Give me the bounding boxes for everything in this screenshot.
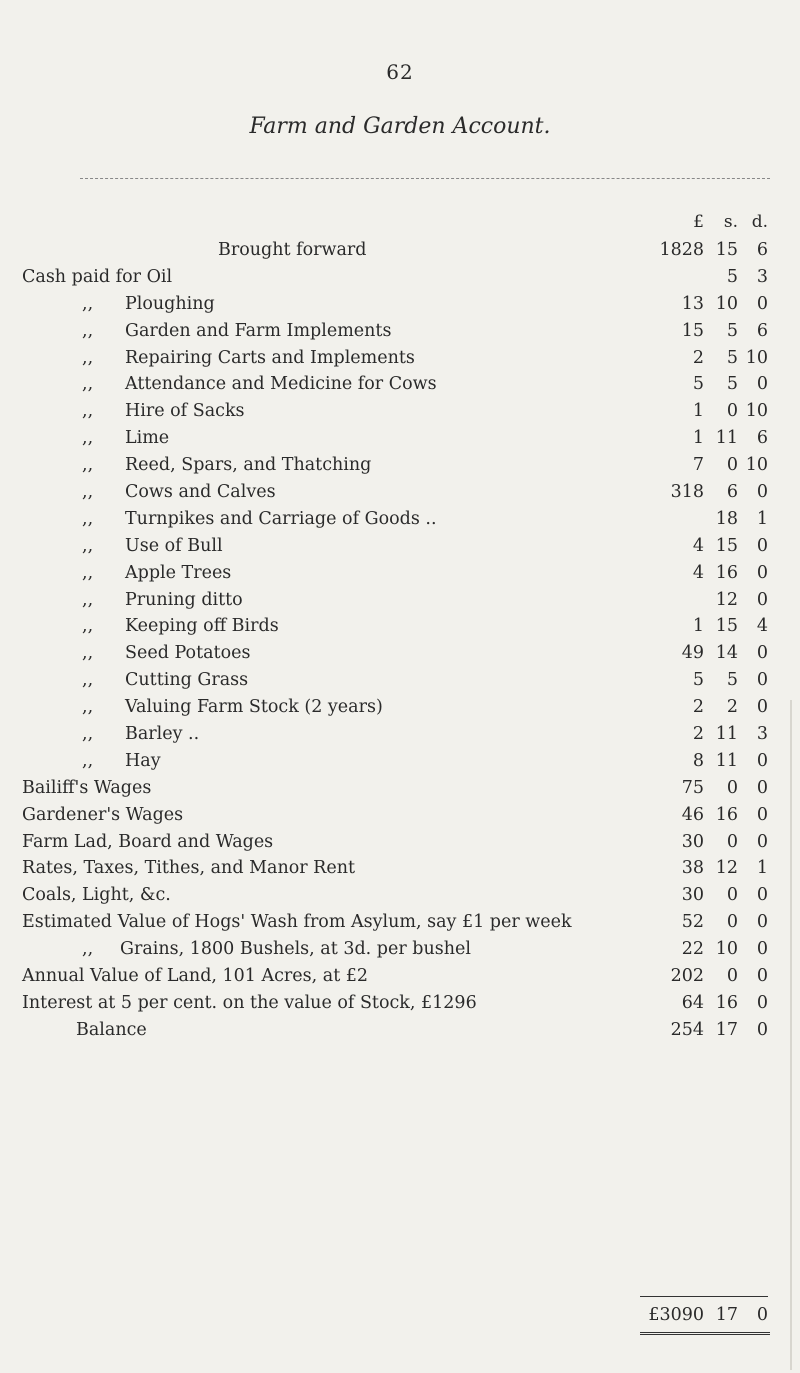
row-pence: 0: [756, 293, 768, 314]
row-pounds: 1: [692, 428, 704, 449]
row-pence: 0: [756, 750, 768, 771]
row-pence: 0: [756, 670, 768, 691]
row-shillings: 0: [726, 885, 738, 906]
ditto-mark: ,,: [82, 293, 94, 314]
row-pounds: 38: [681, 858, 704, 879]
row-pence: 0: [756, 939, 768, 960]
ledger-row: [0, 267, 800, 294]
shillings-column-header: s.: [723, 212, 738, 232]
row-pence: 6: [756, 240, 768, 260]
row-description: Garden and Farm Implements: [125, 320, 392, 341]
row-description: Hay: [125, 750, 161, 771]
row-pence: 0: [756, 589, 768, 610]
ditto-mark: ,,: [82, 750, 94, 771]
ditto-mark: ,,: [82, 724, 94, 745]
row-pounds: 2: [692, 724, 704, 745]
ledger-row: [0, 805, 800, 832]
ledger-row: [0, 240, 800, 267]
ditto-mark: ,,: [82, 401, 94, 422]
row-shillings: 5: [726, 266, 738, 287]
row-pence: 0: [756, 643, 768, 664]
row-shillings: 16: [715, 992, 738, 1013]
row-pence: 0: [756, 966, 768, 987]
row-pence: 0: [756, 562, 768, 583]
row-description: Barley ..: [125, 724, 200, 745]
row-pounds: 4: [692, 562, 704, 583]
row-pounds: 1: [692, 401, 704, 422]
row-pence: 0: [756, 804, 768, 825]
ledger-row: [0, 858, 800, 885]
row-shillings: 16: [715, 804, 738, 825]
ledger-row: [0, 401, 800, 428]
row-description: Repairing Carts and Implements: [125, 347, 415, 368]
row-shillings: 0: [726, 966, 738, 987]
ledger-row: [0, 697, 800, 724]
row-pounds: 7: [692, 455, 704, 476]
row-description: Apple Trees: [125, 562, 232, 583]
row-pounds: 46: [681, 804, 704, 825]
row-shillings: 5: [726, 320, 738, 341]
ditto-mark: ,,: [82, 428, 94, 449]
row-pence: 3: [756, 724, 768, 745]
row-description: Hire of Sacks: [125, 401, 245, 422]
ditto-mark: ,,: [82, 482, 94, 503]
row-pounds: 5: [692, 374, 704, 395]
row-shillings: 6: [726, 482, 738, 503]
ledger-row: [0, 1020, 800, 1047]
row-description: Brought forward: [218, 240, 367, 260]
total-rule: [640, 1296, 768, 1297]
ledger-row: [0, 563, 800, 590]
total-double-rule: [640, 1332, 770, 1335]
ditto-mark: ,,: [82, 508, 94, 529]
row-shillings: 15: [715, 616, 738, 637]
row-pence: 6: [756, 428, 768, 449]
ledger-row: [0, 966, 800, 993]
row-pence: 4: [756, 616, 768, 637]
row-shillings: 0: [726, 777, 738, 798]
ledger-row: [0, 321, 800, 348]
row-shillings: 10: [715, 939, 738, 960]
row-shillings: 0: [726, 455, 738, 476]
ditto-mark: ,,: [82, 374, 94, 395]
ledger-row: [0, 670, 800, 697]
ledger-row: [0, 778, 800, 805]
row-description: Estimated Value of Hogs' Wash from Asylum, say £1 per week: [22, 912, 572, 933]
row-pounds: 75: [681, 777, 704, 798]
row-pounds: 2: [692, 697, 704, 718]
row-pence: 0: [756, 1019, 768, 1040]
row-description: Gardener's Wages: [22, 804, 184, 825]
row-pounds: 13: [681, 293, 704, 314]
row-shillings: 5: [726, 374, 738, 395]
ledger-row: [0, 509, 800, 536]
ledger-row: [0, 455, 800, 482]
header-divider: [80, 178, 770, 179]
row-description: Grains, 1800 Bushels, at 3d. per bushel: [120, 939, 471, 960]
row-shillings: 2: [726, 697, 738, 718]
ledger-row: [0, 428, 800, 455]
ledger-row: [0, 348, 800, 375]
row-pounds: 30: [681, 885, 704, 906]
row-description: Interest at 5 per cent. on the value of Stock, £1296: [22, 992, 477, 1013]
column-header-row: [0, 212, 800, 238]
row-shillings: 15: [715, 535, 738, 556]
row-shillings: 5: [726, 670, 738, 691]
ledger-row: [0, 616, 800, 643]
row-pence: 0: [756, 831, 768, 852]
page-number: 62: [386, 60, 414, 84]
row-description: Seed Potatoes: [125, 643, 251, 664]
pence-column-header: d.: [751, 212, 768, 232]
row-shillings: 18: [715, 508, 738, 529]
ledger-row: [0, 482, 800, 509]
row-pounds: 64: [681, 992, 704, 1013]
row-pence: 0: [756, 482, 768, 503]
row-shillings: 16: [715, 562, 738, 583]
ditto-mark: ,,: [82, 562, 94, 583]
row-pence: 10: [745, 455, 768, 476]
ditto-mark: ,,: [82, 616, 94, 637]
ditto-mark: ,,: [82, 455, 94, 476]
ledger-row: [0, 751, 800, 778]
row-pounds: 22: [681, 939, 704, 960]
row-shillings: 17: [715, 1019, 738, 1040]
ledger-row: [0, 885, 800, 912]
row-description: Cutting Grass: [125, 670, 249, 691]
ledger-row: [0, 294, 800, 321]
row-pounds: 1: [692, 616, 704, 637]
row-pence: 0: [756, 697, 768, 718]
ditto-mark: ,,: [82, 589, 94, 610]
row-description: Reed, Spars, and Thatching: [125, 455, 372, 476]
row-pounds: 8: [692, 750, 704, 771]
ledger-table: [0, 240, 800, 1047]
row-description: Balance: [76, 1019, 147, 1040]
ditto-mark: ,,: [82, 939, 94, 960]
row-shillings: 0: [726, 401, 738, 422]
row-pence: 1: [756, 508, 768, 529]
row-pounds: 49: [681, 643, 704, 664]
row-shillings: 14: [715, 643, 738, 664]
row-pounds: 52: [681, 912, 704, 933]
row-shillings: 11: [715, 724, 738, 745]
ledger-row: [0, 374, 800, 401]
row-pounds: 318: [670, 482, 704, 503]
ledger-row: [0, 993, 800, 1020]
row-pence: 0: [756, 885, 768, 906]
ditto-mark: ,,: [82, 535, 94, 556]
row-shillings: 5: [726, 347, 738, 368]
row-pence: 1: [756, 858, 768, 879]
row-description: Valuing Farm Stock (2 years): [125, 697, 383, 718]
ledger-row: [0, 832, 800, 859]
row-pence: 10: [745, 401, 768, 422]
row-description: Use of Bull: [125, 535, 223, 556]
page-title: Farm and Garden Account.: [249, 114, 551, 139]
row-description: Farm Lad, Board and Wages: [22, 831, 274, 852]
total-pounds: £3090: [648, 1305, 704, 1325]
row-pounds: 5: [692, 670, 704, 691]
row-description: Ploughing: [125, 293, 215, 314]
total-pence: 0: [756, 1305, 768, 1325]
row-description: Bailiff's Wages: [22, 777, 152, 798]
ledger-row: [0, 590, 800, 617]
row-description: Pruning ditto: [125, 589, 243, 610]
ditto-mark: ,,: [82, 697, 94, 718]
row-description: Attendance and Medicine for Cows: [125, 374, 437, 395]
row-description: Rates, Taxes, Tithes, and Manor Rent: [22, 858, 356, 879]
row-pounds: 2: [692, 347, 704, 368]
row-pounds: 15: [681, 320, 704, 341]
row-pence: 0: [756, 912, 768, 933]
row-pence: 0: [756, 374, 768, 395]
row-description: Turnpikes and Carriage of Goods ..: [125, 508, 437, 529]
ledger-row: [0, 939, 800, 966]
row-shillings: 11: [715, 428, 738, 449]
row-description: Annual Value of Land, 101 Acres, at £2: [22, 966, 369, 987]
total-shillings: 17: [715, 1305, 738, 1325]
row-pence: 6: [756, 320, 768, 341]
ledger-row: [0, 912, 800, 939]
row-pounds: 202: [670, 966, 704, 987]
row-shillings: 11: [715, 750, 738, 771]
row-shillings: 12: [715, 589, 738, 610]
row-description: Lime: [125, 428, 170, 449]
row-pence: 10: [745, 347, 768, 368]
total-row: [0, 1305, 800, 1335]
row-pounds: 30: [681, 831, 704, 852]
ledger-row: [0, 724, 800, 751]
row-shillings: 0: [726, 912, 738, 933]
row-pounds: 1828: [659, 240, 704, 260]
row-shillings: 15: [715, 240, 738, 260]
row-description: Cash paid for Oil: [22, 266, 173, 287]
page-edge: [790, 700, 792, 1370]
row-shillings: 12: [715, 858, 738, 879]
row-shillings: 10: [715, 293, 738, 314]
ditto-mark: ,,: [82, 643, 94, 664]
pounds-column-header: £: [693, 212, 704, 232]
ditto-mark: ,,: [82, 320, 94, 341]
ditto-mark: ,,: [82, 347, 94, 368]
row-pence: 3: [756, 266, 768, 287]
row-shillings: 0: [726, 831, 738, 852]
row-pounds: 4: [692, 535, 704, 556]
row-description: Coals, Light, &c.: [22, 885, 171, 906]
row-description: Cows and Calves: [125, 482, 276, 503]
ditto-mark: ,,: [82, 670, 94, 691]
ledger-row: [0, 536, 800, 563]
row-pence: 0: [756, 777, 768, 798]
row-pounds: 254: [670, 1019, 704, 1040]
row-pence: 0: [756, 535, 768, 556]
row-description: Keeping off Birds: [125, 616, 279, 637]
ledger-row: [0, 643, 800, 670]
row-pence: 0: [756, 992, 768, 1013]
